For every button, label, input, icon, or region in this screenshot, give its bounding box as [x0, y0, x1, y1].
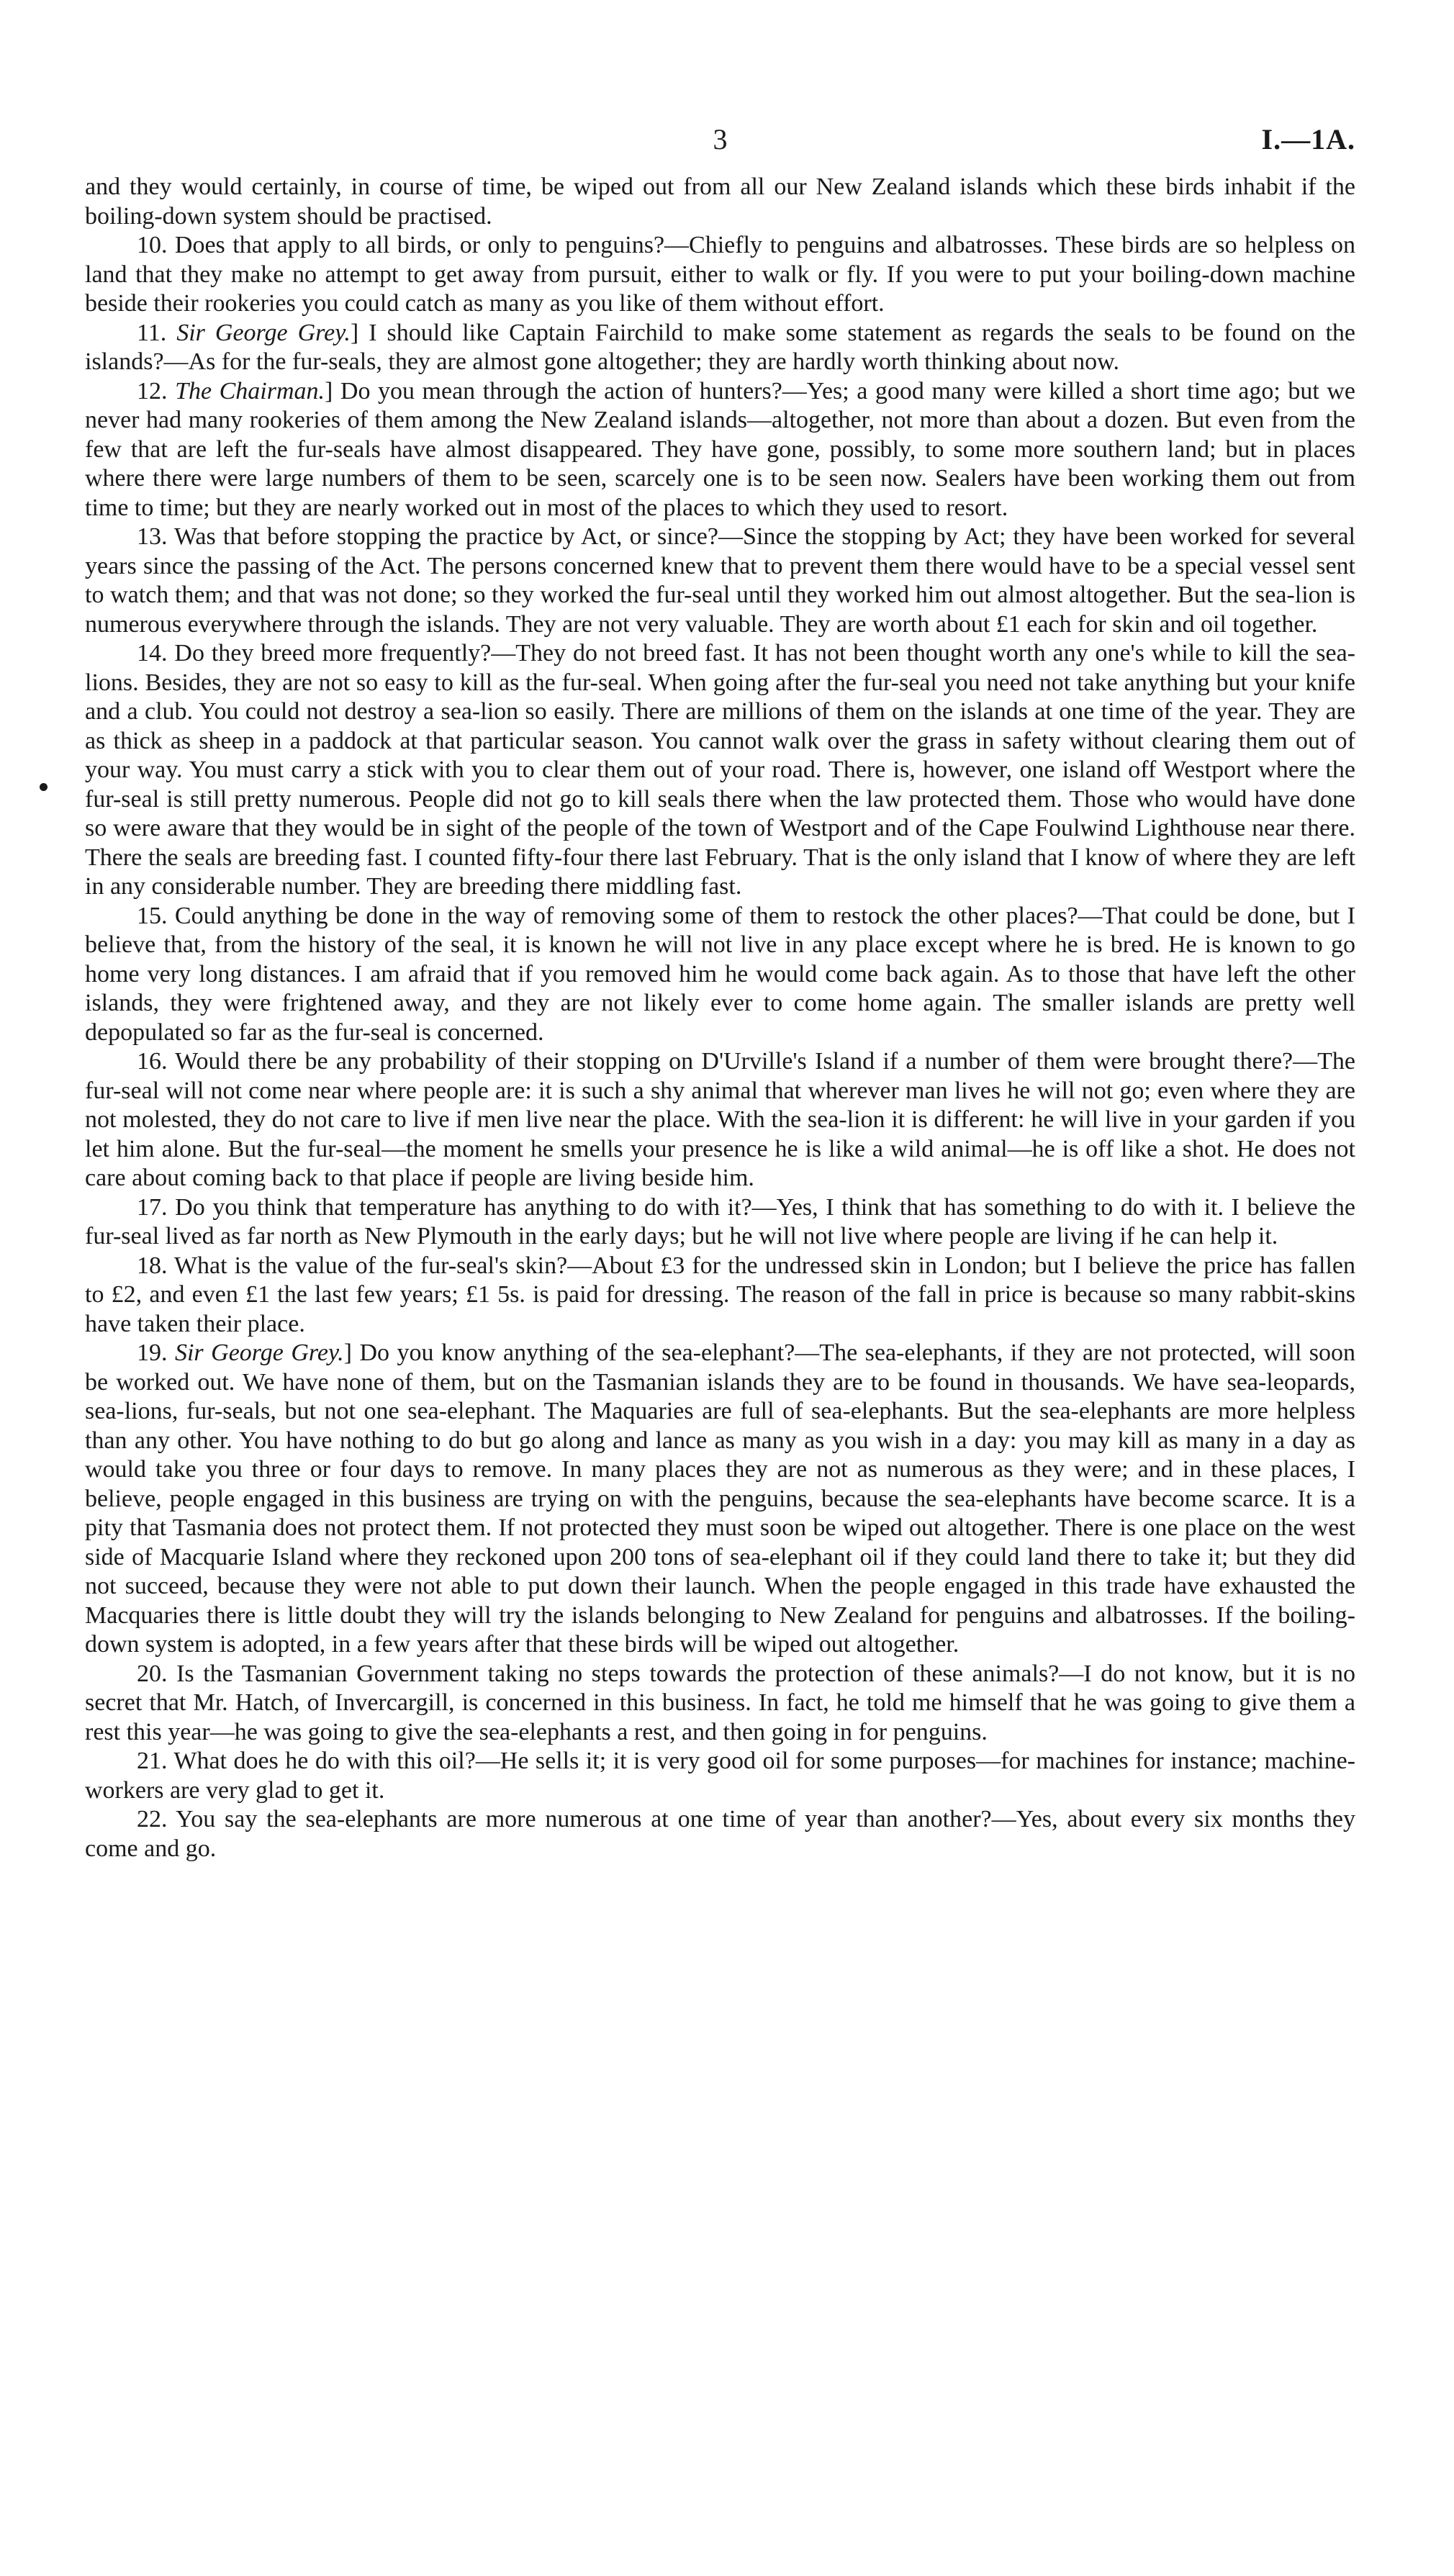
paragraph-text: 15. Could anything be done in the way of removing some of them to restock the other places?—That could be done, but I believe that, from the history of the seal, it is known he will not live in any place except where he is bred. He is known to go home very long distances. I am afraid that if you removed him he would come back again. As to those that have left the other islands, they were frightened away, and they are not likely ever to come home again. The smaller islands are pretty well depopulated so far as the fur-seal is concerned.: [85, 902, 1355, 1046]
question-17: [85, 1193, 1355, 1252]
question-12: [85, 377, 1355, 523]
question-22: [85, 1805, 1355, 1863]
paragraph-text: ] Do you mean through the action of hunters?—Yes; a good many were killed a short time ago; but we never had many rookeries of them among the New Zealand islands—altogether, not more than about a dozen. But even from the few that are left the fur-seals have almost disappeared. They have gone, possibly, to some more southern land; but in places where there were large numbers of them to be seen, scarcely one is to be seen now. Sealers have been working them out from time to time; but they are nearly worked out in most of the places to which they used to resort.: [85, 377, 1356, 521]
paragraph-text: and they would certainly, in course of time, be wiped out from all our New Zealand islands which these birds inhabit if the boiling-down system should be practised.: [85, 173, 1355, 230]
paragraph-text: 10. Does that apply to all birds, or only to penguins?—Chiefly to penguins and albatrosses. These birds are so helpless on land that they make no attempt to get away from pursuit, either to walk or fly. If you were to put your boiling-down machine beside their rookeries you could catch as many as you like of them without effort.: [85, 232, 1355, 317]
question-13: [85, 523, 1355, 639]
document-reference: I.—1A.: [1261, 123, 1355, 155]
paragraph-text: ] Do you know anything of the sea-elephant?—The sea-elephants, if they are not protected, will soon be worked out. We have none of them, but on the Tasmanian islands they are to be found in thousands. We have sea-leopards, sea-lions, fur-seals, but not one sea-elephant. The Maquaries are full of sea-elephants. But the sea-elephants are more helpless than any other. You have nothing to do but go along and lance as many as you wish in a day: you may kill as many in a day as would take you three or four days to remove. In many places they are not as numerous as they were; and in these places, I believe, people engaged in this business are trying on with the penguins, because the sea-elephants have become scarce. It is a pity that Tasmania does not protect them. If not protected they must soon be wiped out altogether. There is one place on the west side of Macquarie Island where they reckoned upon 200 tons of sea-elephant oil if they could land there to take it; but they did not succeed, because they were not able to put down their launch. When the people engaged in this trade have exhausted the Macquaries there is little doubt they will try the islands belonging to New Zealand for penguins and albatrosses. If the boiling-down system is adopted, in a few years after that these birds will be wiped out altogether.: [85, 1339, 1356, 1658]
document-page: [85, 122, 1355, 1863]
paragraph-text: ] I should like Captain Fairchild to make some statement as regards the seals to be found on the islands?—As for the fur-seals, they are almost gone altogether; they are hardly worth thinking about now.: [85, 319, 1355, 375]
question-10: [85, 231, 1355, 319]
body-text: [85, 173, 1355, 1863]
page-number: 3: [713, 123, 728, 155]
paragraph-text: 16. Would there be any probability of their stopping on D'Urville's Island if a number of them were brought there?—The fur-seal will not come near where people are: it is such a shy animal that wherever man lives he will not go; even where they are not molested, they do not care to live if men live near the place. With the sea-lion it is different: he will live in your garden if you let him alone. But the fur-seal—the moment he smells your presence he is like a wild animal—he is off like a shot. He does not care about coming back to that place if people are living beside him.: [85, 1048, 1355, 1191]
question-number: 11.: [137, 319, 167, 346]
paragraph-text: 18. What is the value of the fur-seal's skin?—About £3 for the undressed skin in London; but I believe the price has fallen to £2, and even £1 the last few years; £1 5s. is paid for dressing. The reason of the fall in price is because so many rabbit-skins have taken their place.: [85, 1252, 1355, 1337]
speaker-name: Sir George Grey.: [174, 1339, 344, 1366]
paragraph-text: 14. Do they breed more frequently?—They do not breed fast. It has not been thought worth any one's while to kill the sea-lions. Besides, they are not so easy to kill as the fur-seal. When going after the fur-seal you need not take anything but your knife and a club. You could not destroy a sea-lion so easily. There are millions of them on the islands at one time of the year. They are as thick as sheep in a paddock at that particular season. You cannot walk over the grass in safety without clearing them out of your way. You must carry a stick with you to clear them out of your road. There is, however, one island off Westport where the fur-seal is still pretty numerous. People did not go to kill seals there when the law protected them. Those who would have done so were aware that they would be in sight of the people of the town of Westport and of the Cape Foulwind Lighthouse near there. There the seals are breeding fast. I counted fifty-four there last February. That is the only island that I know of where they are left in any considerable number. They are breeding there middling fast.: [85, 640, 1355, 900]
question-15: [85, 902, 1355, 1048]
paragraph-text: 17. Do you think that temperature has anything to do with it?—Yes, I think that has something to do with it. I believe the fur-seal lived as far north as New Plymouth in the early days; but he will not live where people are living if he can help it.: [85, 1193, 1355, 1249]
paragraph-text: 13. Was that before stopping the practice by Act, or since?—Since the stopping by Act; they have been worked for several years since the passing of the Act. The persons concerned knew that to prevent them there would have to be a special vessel sent to watch them; and that was not done; so they worked the fur-seal until they worked him out almost altogether. But the sea-lion is numerous everywhere through the islands. They are not very valuable. They are worth about £1 each for skin and oil together.: [85, 523, 1355, 638]
question-11: [85, 319, 1355, 377]
question-16: [85, 1047, 1355, 1193]
margin-ink-dot: [40, 783, 48, 791]
paragraph-text: 22. You say the sea-elephants are more numerous at one time of year than another?—Yes, about every six months they come and go.: [85, 1806, 1355, 1862]
paragraph-text: 21. What does he do with this oil?—He sells it; it is very good oil for some purposes—for machines for instance; machine-workers are very glad to get it.: [85, 1748, 1355, 1804]
page-header: [85, 122, 1355, 173]
question-18: [85, 1252, 1355, 1339]
paragraph-continuation: [85, 173, 1355, 231]
question-21: [85, 1747, 1355, 1805]
question-14: [85, 639, 1355, 902]
question-number: 19.: [137, 1339, 168, 1366]
question-20: [85, 1660, 1355, 1748]
question-19: [85, 1339, 1355, 1660]
speaker-name: The Chairman.: [175, 377, 325, 405]
question-number: 12.: [137, 377, 168, 405]
speaker-name: Sir George Grey.: [176, 319, 351, 346]
paragraph-text: 20. Is the Tasmanian Government taking no steps towards the protection of these animals?—I do not know, but it is no secret that Mr. Hatch, of Invercargill, is concerned in this business. In fact, he told me himself that he was going to give them a rest this year—he was going to give the sea-elephants a rest, and then going in for penguins.: [85, 1660, 1355, 1745]
